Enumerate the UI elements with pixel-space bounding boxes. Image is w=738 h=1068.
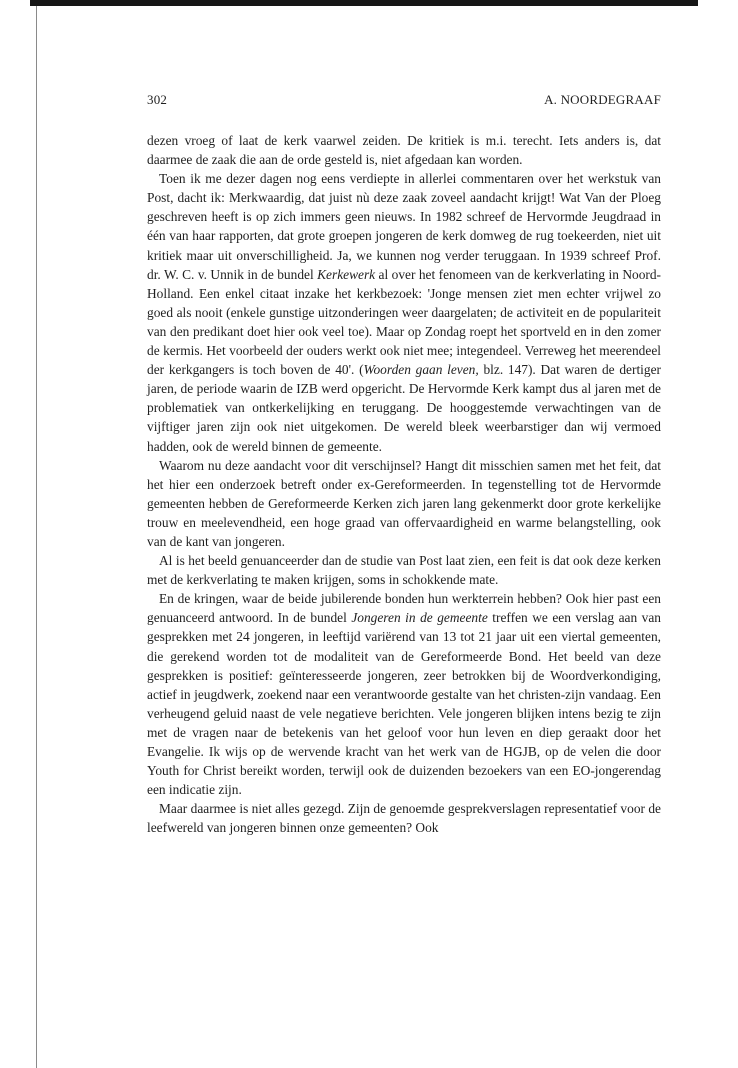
paragraph-6: Maar daarmee is niet alles gezegd. Zijn de genoemde gesprekverslagen representatief voor de leefwereld van jongeren binnen onze gemeenten? Ook — [147, 801, 661, 836]
book-title-kerkewerk: Kerkewerk — [317, 266, 376, 282]
paragraph-2-text-b: al over het fenomeen van de kerkverlating in Noord-Holland. Een enkel citaat inzake het kerkbezoek: 'Jonge mensen ziet men echter vrijwel zo goed als nooit (enkele gunstige uitzonderingen weer daargelaten; de activiteit en de populariteit van den predikant doet hier ook veel toe). Maar op Zondag roept het sportveld en in den zomer de kermis. Het voorbeeld der ouders werkt ook niet mee; integendeel. Verreweg het meerendeel der kerkgangers is toch boven de 40'. ( — [147, 266, 661, 378]
paragraph-2 — [147, 169, 661, 455]
book-title-woorden-gaan-leven: Woorden gaan leven, — [363, 362, 479, 378]
paragraph-5-text-a: En de kringen, waar de beide jubilerende bonden hun werkterrein hebben? Ook hier past een genuanceerd antwoord. In de bundel — [147, 591, 661, 626]
page-number: 302 — [147, 92, 168, 107]
paragraph-5-text-b: treffen we een verslag aan van gesprekken met 24 jongeren, in leeftijd variërend van 13 tot 21 jaar uit een viertal gemeenten, die gerekend worden tot de modaliteit van de Gereformeerde Bond. Het beeld van deze gesprekken is positief: geïnteresseerde jongeren, zeer betrokken bij de Woordverkondiging, actief in jeugdwerk, zoekend naar een verantwoorde gestalte van het christen-zijn vandaag. Een verheugend geluid naast de vele negatieve berichten. Vele jongeren blijken intens bezig te zijn met de vragen naar de betekenis van het geloof voor hun leven en diep geraakt door het Evangelie. Ik wijs op de wervende kracht van het werk van de HGJB, op de velen die door Youth for Christ bereikt worden, terwijl ook de duizenden bezoekers van een EO-jongerendag een indicatie zijn. — [147, 610, 661, 798]
paragraph-5 — [147, 589, 661, 799]
body-text — [147, 131, 661, 837]
paragraph-2-text-a: Toen ik me dezer dagen nog eens verdiepte in allerlei commentaren over het werkstuk van Post, dacht ik: Merkwaardig, dat juist nù deze zaak zoveel aandacht krijgt! Wat Van der Ploeg geschreven heeft is op zich immers geen nieuws. In 1982 schreef de Hervormde Jeugdraad in één van haar rapporten, dat grote groepen jongeren de kerk domweg de rug toekeerden, niet uit kritiek maar uit onverschilligheid. Ja, we kunnen nog verder teruggaan. In 1939 schreef Prof. dr. W. C. v. Unnik in de bundel — [147, 171, 661, 282]
paragraph-4: Al is het beeld genuanceerder dan de studie van Post laat zien, een feit is dat ook deze kerken met de kerkverlating te maken krijgen, soms in schokkende mate. — [147, 553, 661, 588]
paragraph-3: Waarom nu deze aandacht voor dit verschijnsel? Hangt dit misschien samen met het feit, dat het hier een onderzoek betreft onder ex-Gereformeerden. In tegenstelling tot de Hervormde gemeenten hebben de Gereformeerde Kerken zich jaren lang gekenmerkt door grote kerkelijke trouw en meelevendheid, een hoge graad van offervaardigheid en warme belangstelling, ook van de kant van jongeren. — [147, 457, 661, 549]
book-title-jongeren-in-de-gemeente: Jongeren in de gemeente — [351, 610, 488, 626]
scan-top-border — [30, 0, 698, 6]
running-head-author: A. NOORDEGRAAF — [544, 92, 661, 107]
paragraph-1: dezen vroeg of laat de kerk vaarwel zeiden. De kritiek is m.i. terecht. Iets anders is, dat daarmee de zaak die aan de orde gesteld is, niet afgedaan kan worden. — [147, 133, 661, 168]
page-header — [147, 92, 661, 112]
paragraph-2-text-c: blz. 147). Dat waren de dertiger jaren, de periode waarin de IZB werd opgericht. De Hervormde Kerk kampt dus al jaren met de problematiek van ontkerkelijking en teruggang. De hooggestemde verwachtingen van de vijftiger jaren zijn ook niet uitgekomen. De wereld bleek weerbarstiger dan wij vermoed hadden, ook de wereld binnen de gemeente. — [147, 362, 661, 454]
scan-left-edge — [36, 6, 37, 1068]
